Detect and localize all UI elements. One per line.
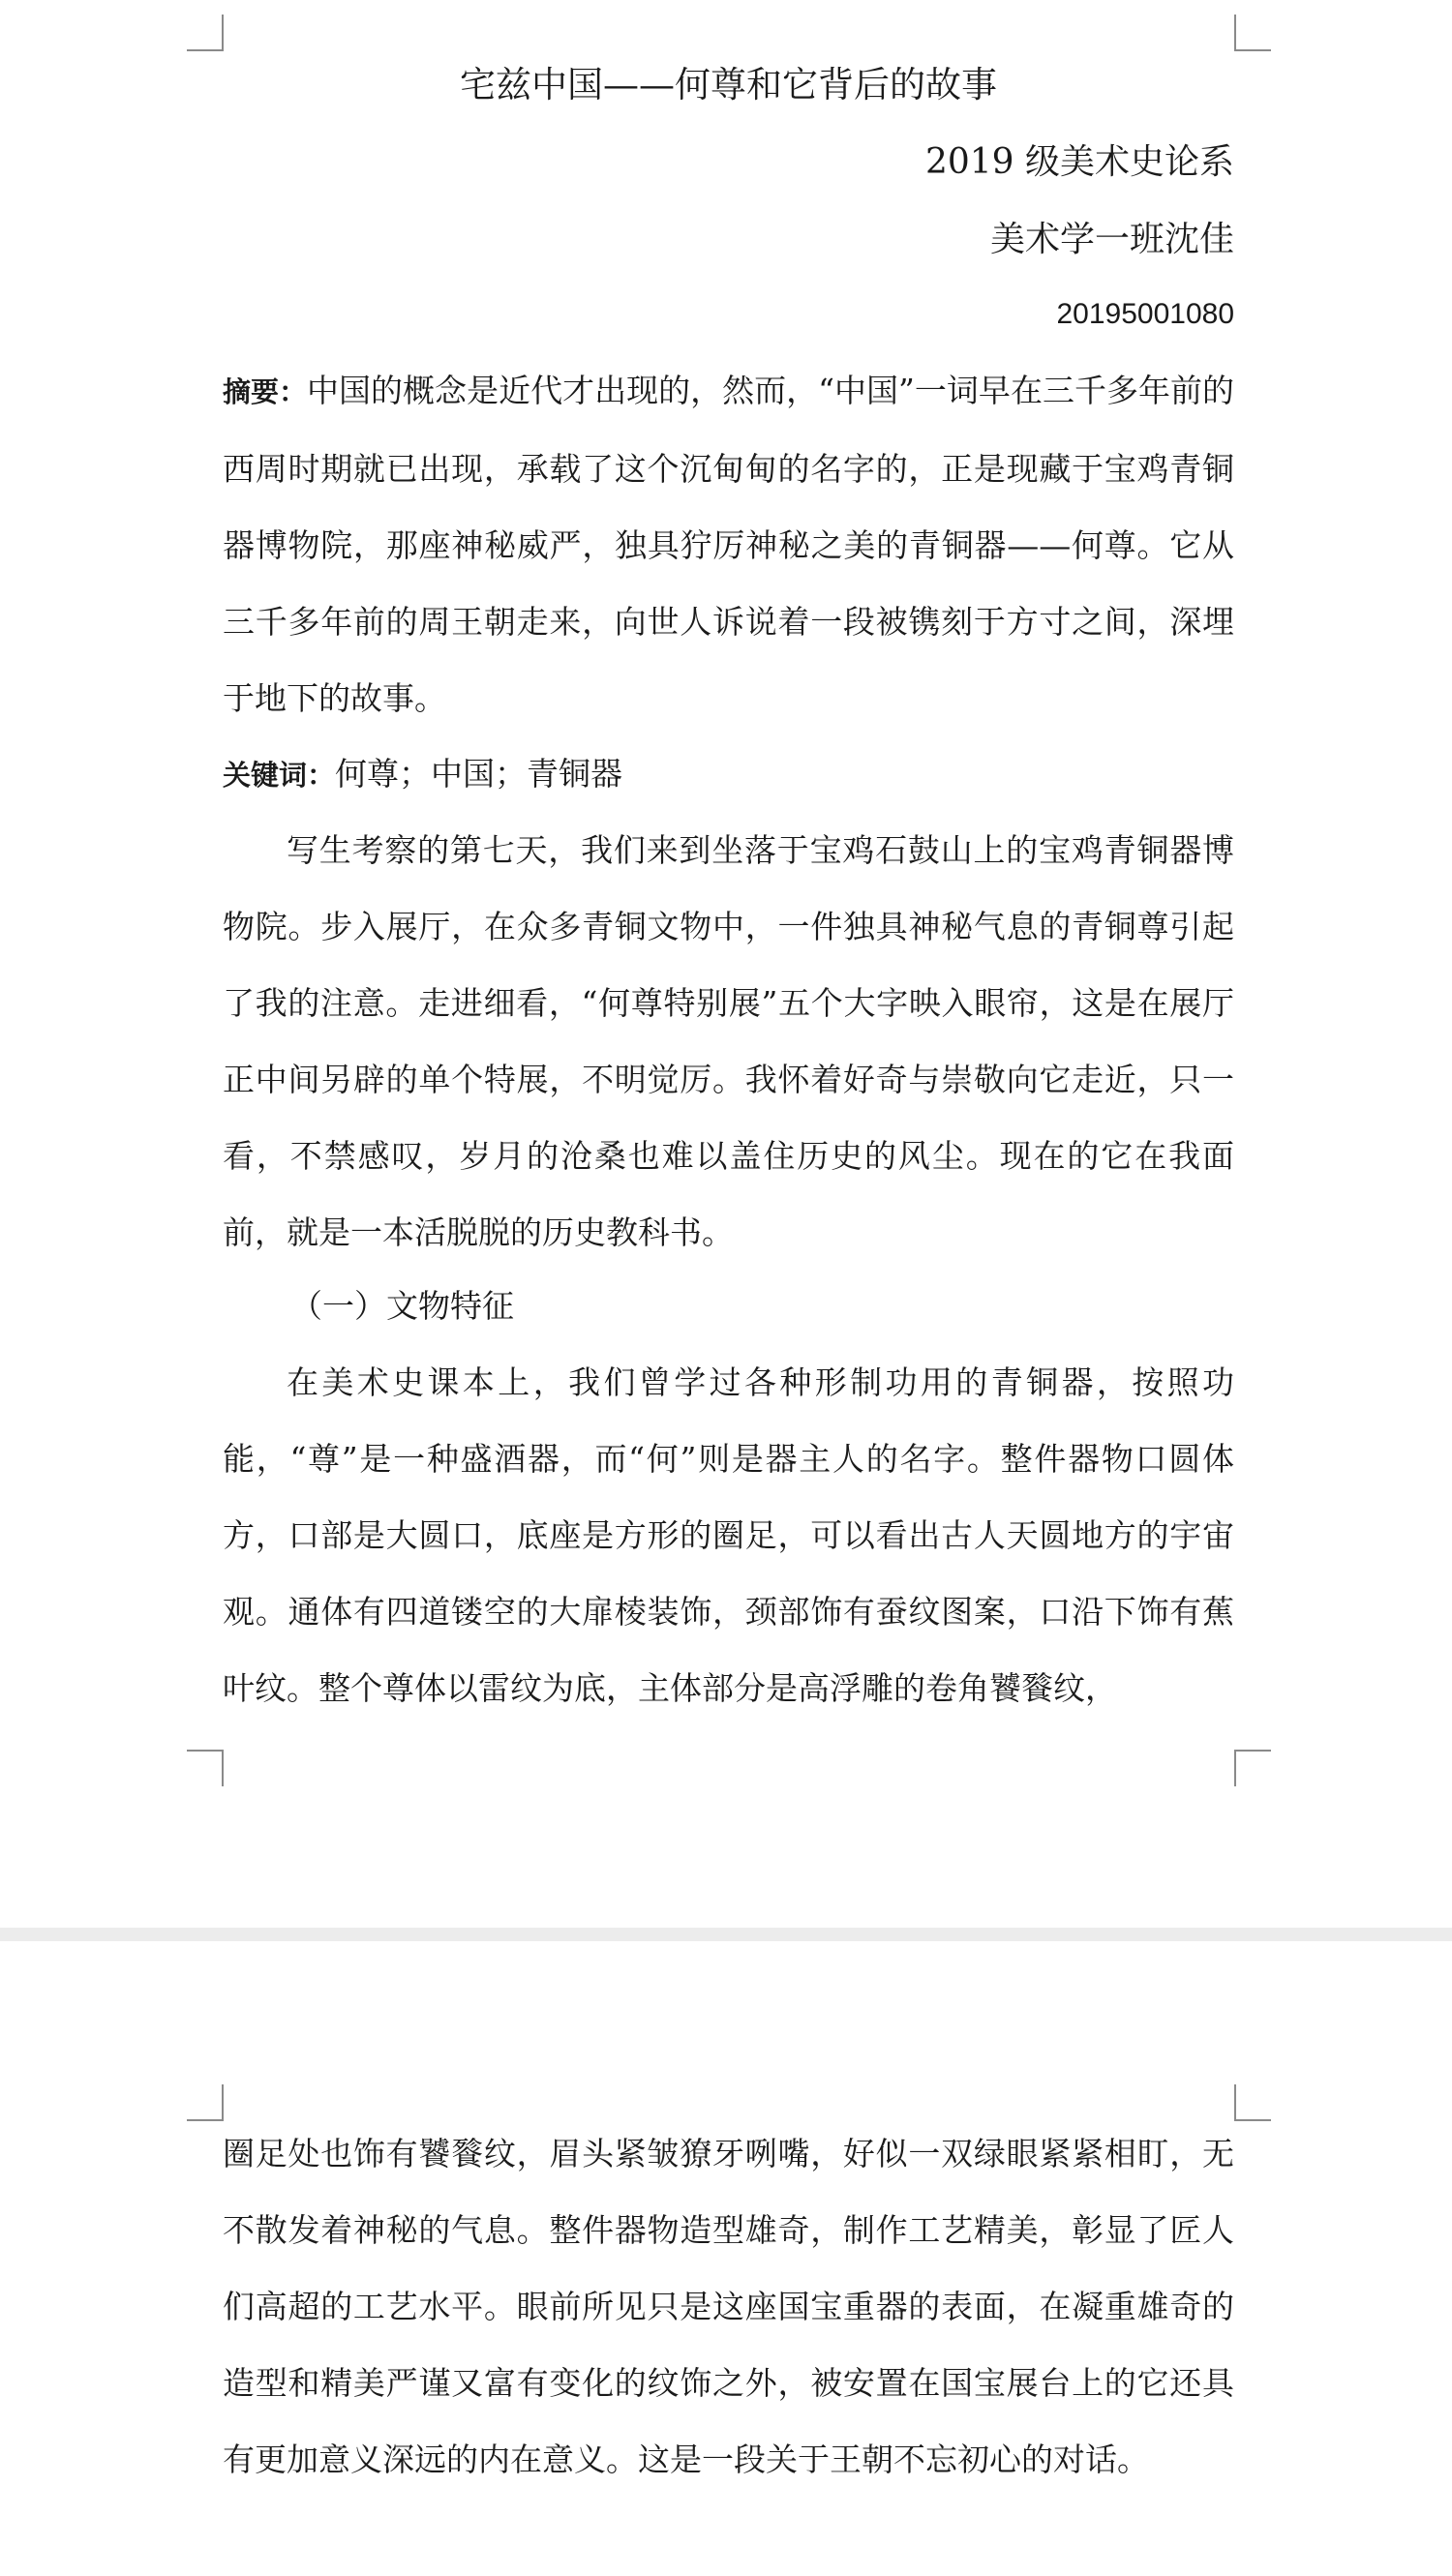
author-line: 美术学一班沈佳 — [989, 220, 1234, 259]
section-heading: （一）文物特征 — [290, 1287, 514, 1325]
keywords-label: 关键词： — [223, 759, 336, 792]
keywords-paragraph — [223, 735, 1234, 814]
abstract-text: 中国的概念是近代才出现的，然而，“中国”一词早在三千多年前的西周时期就已出现，承载了这个沉甸甸的名字的，正是现藏于宝鸡青铜器博物院，那座神秘威严，独具狞厉神秘之美的青铜器——何尊。它从三千多年前的周王朝走来，向世人诉说着一段被镌刻于方寸之间，深埋于地下的故事。 — [223, 372, 1234, 717]
keywords-text: 何尊；中国；青铜器 — [335, 755, 623, 793]
body-paragraph-3: 圈足处也饰有饕餮纹，眉头紧皱獠牙咧嘴，好似一双绿眼紧紧相盯，无不散发着神秘的气息。整件器物造型雄奇，制作工艺精美，彰显了匠人们高超的工艺水平。眼前所见只是这座国宝重器的表面，在凝重雄奇的造型和精美严谨又富有变化的纹饰之外，被安置在国宝展台上的它还具有更加意义深远的内在意义。这是一段关于王朝不忘初心的对话。 — [223, 2135, 1234, 2478]
margin-corner-top-right-page-2 — [1234, 2084, 1271, 2121]
margin-corner-bottom-left — [187, 1750, 224, 1786]
abstract-paragraph — [223, 352, 1234, 736]
student-id: 20195001080 — [1056, 298, 1234, 330]
margin-corner-top-left — [187, 15, 224, 51]
margin-corner-top-right — [1234, 15, 1271, 51]
abstract-label: 摘要： — [223, 375, 308, 408]
department-line: 2019 级美术史论系 — [924, 142, 1234, 182]
body-paragraph-2: 在美术史课本上，我们曾学过各种形制功用的青铜器，按照功能，“尊”是一种盛酒器，而“何”则是器主人的名字。整件器物口圆体方，口部是大圆口，底座是方形的圈足，可以看出古人天圆地方的宇宙观。通体有四道镂空的大扉棱装饰，颈部饰有蚕纹图案，口沿下饰有蕉叶纹。整个尊体以雷纹为底，主体部分是高浮雕的卷角饕餮纹， — [223, 1363, 1234, 1707]
margin-corner-top-left-page-2 — [187, 2084, 224, 2121]
document-title: 宅兹中国——何尊和它背后的故事 — [460, 64, 997, 105]
document-page-2 — [0, 1941, 1452, 2576]
body-paragraph-1: 写生考察的第七天，我们来到坐落于宝鸡石鼓山上的宝鸡青铜器博物院。步入展厅，在众多青铜文物中，一件独具神秘气息的青铜尊引起了我的注意。走进细看，“何尊特别展”五个大字映入眼帘，这是在展厅正中间另辟的单个特展，不明觉厉。我怀着好奇与崇敬向它走近，只一看，不禁感叹，岁月的沧桑也难以盖住历史的风尘。现在的它在我面前，就是一本活脱脱的历史教科书。 — [223, 831, 1234, 1251]
margin-corner-bottom-right — [1234, 1750, 1271, 1786]
page-separator — [0, 1928, 1452, 1941]
